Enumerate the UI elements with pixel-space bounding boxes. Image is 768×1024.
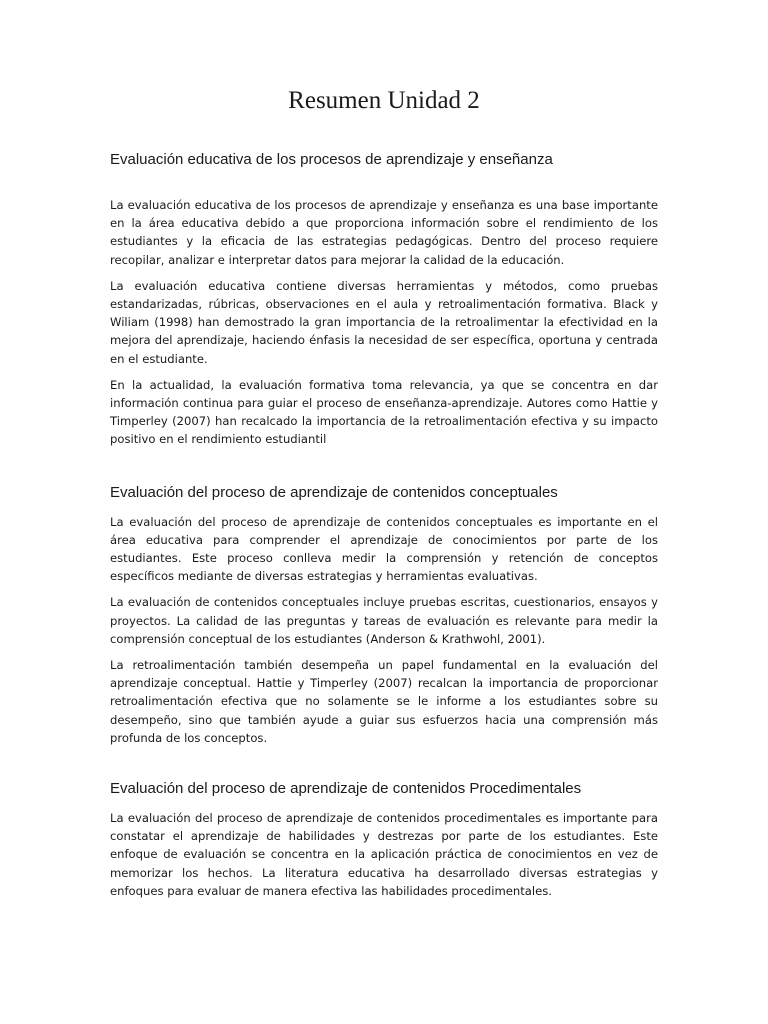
section-contenidos-procedimentales [110,779,658,900]
section-heading: Evaluación del proceso de aprendizaje de contenidos conceptuales [110,483,558,501]
paragraph: En la actualidad, la evaluación formativa toma relevancia, ya que se concentra en dar información continua para guiar el proceso de enseñanza-aprendizaje. Autores como Hattie y Timperley (2007) han recalcado la importancia de la retroalimentación efectiva y su impacto positivo en el rendimiento estudiantil [110,377,658,447]
paragraph: La evaluación del proceso de aprendizaje de contenidos procedimentales es importante para constatar el aprendizaje de habilidades y destrezas por parte de los estudiantes. Este enfoque de evaluación se concentra en la aplicación práctica de conocimientos en vez de memorizar los hechos. La literatura educativa ha desarrollado diversas estrategias y enfoques para evaluar de manera efectiva las habilidades procedimentales. [110,811,658,898]
section-heading: Evaluación educativa de los procesos de aprendizaje y enseñanza [110,151,553,168]
document-body [110,150,658,900]
section-evaluacion-educativa [110,150,658,449]
paragraph: La evaluación educativa de los procesos de aprendizaje y enseñanza es una base importante en la área educativa debido a que proporciona información sobre el rendimiento de los estudiantes y la eficacia de las estrategias pedagógicas. Dentro del proceso requiere recopilar, analizar e interpretar datos para mejorar la calidad de la educación. [110,198,658,267]
paragraph: La evaluación de contenidos conceptuales incluye pruebas escritas, cuestionarios, ensayos y proyectos. La calidad de las preguntas y tareas de evaluación es relevante para medir la comprensión conceptual de los estudiantes (Anderson & Krathwohl, 2001). [110,595,658,646]
document-title: Resumen Unidad 2 [288,87,480,114]
paragraph: La evaluación educativa contiene diversas herramientas y métodos, como pruebas estandarizadas, rúbricas, observaciones en el aula y retroalimentación formativa. Black y Wiliam (1998) han demostrado la gran importancia de la retroalimentar la efectividad en la mejora del aprendizaje, haciendo énfasis la necesidad de ser específica, oportuna y centrada en el estudiante. [110,278,658,366]
paragraph: La retroalimentación también desempeña un papel fundamental en la evaluación del aprendizaje conceptual. Hattie y Timperley (2007) recalcan la importancia de proporcionar retroalimentación efectiva que no solamente se le informe a los estudiantes sobre su desempeño, sino que también ayude a guiar sus esfuerzos hacia una comprensión más profunda de los conceptos. [110,658,658,745]
section-contenidos-conceptuales [110,483,658,747]
section-heading: Evaluación del proceso de aprendizaje de contenidos Procedimentales [110,780,582,798]
paragraph: La evaluación del proceso de aprendizaje de contenidos conceptuales es importante en el área educativa para comprender el aprendizaje de conocimientos por parte de los estudiantes. Este proceso conlleva medir la comprensión y retención de conceptos específicos mediante de diversas estrategias y herramientas evaluativas. [110,514,658,584]
